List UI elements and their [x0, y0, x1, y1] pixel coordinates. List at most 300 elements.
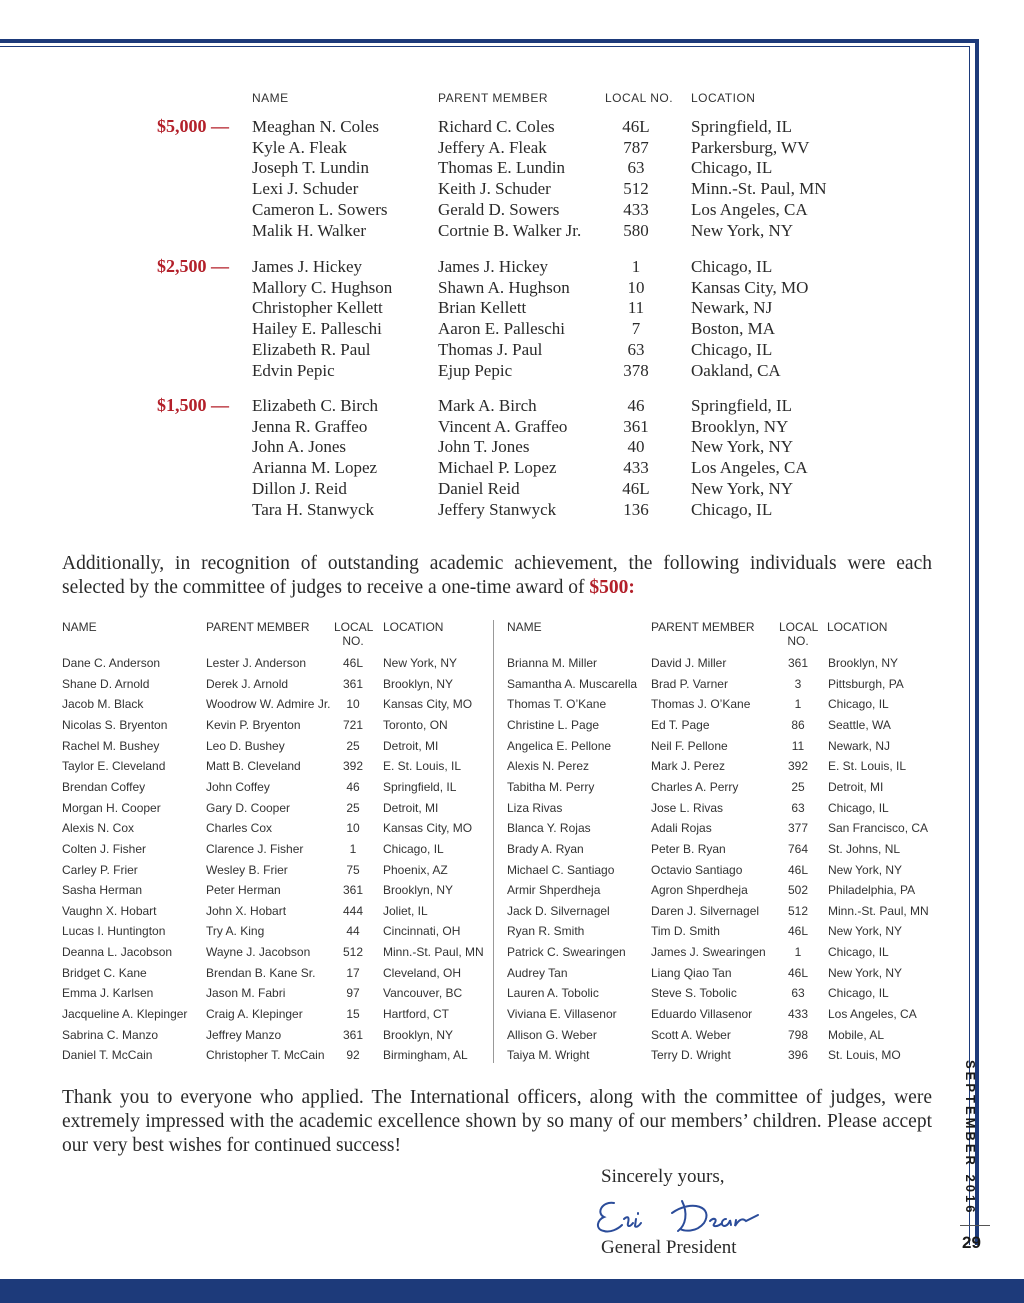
location: Philadelphia, PA — [828, 883, 916, 898]
table-row — [507, 759, 947, 779]
local-number: 1 — [794, 697, 802, 712]
recipient-name: Sasha Herman — [62, 883, 143, 898]
location: Pittsburgh, PA — [828, 676, 904, 691]
location: Brooklyn, NY — [383, 1027, 454, 1042]
left-header-local: LOCAL NO. — [334, 620, 374, 648]
local-number: 512 — [623, 179, 649, 199]
parent-member: Leo D. Bushey — [206, 738, 285, 753]
right-header-name: NAME — [507, 620, 542, 634]
location: Phoenix, AZ — [383, 862, 448, 877]
location: Chicago, IL — [828, 986, 889, 1001]
table-row — [507, 780, 947, 800]
parent-member: Aaron E. Palleschi — [438, 319, 565, 339]
recipient-name: Lauren A. Tobolic — [507, 986, 599, 1001]
top-header-local: LOCAL NO. — [605, 91, 674, 105]
signer-title: General President — [601, 1237, 737, 1258]
local-number: 25 — [346, 800, 360, 815]
top-header-name: NAME — [252, 91, 289, 105]
right-header-local: LOCAL NO. — [779, 620, 819, 648]
parent-member: Kevin P. Bryenton — [206, 717, 301, 732]
recipient-name: Dillon J. Reid — [252, 478, 347, 498]
parent-member: Agron Shperdheja — [651, 883, 748, 898]
table-row — [62, 1048, 502, 1068]
local-number: 378 — [623, 360, 649, 380]
location: Chicago, IL — [691, 499, 773, 519]
location: Hartford, CT — [383, 1007, 450, 1022]
table-row — [507, 883, 947, 903]
local-number: 392 — [787, 759, 809, 774]
local-number: 63 — [791, 800, 805, 815]
recipient-name: Dane C. Anderson — [62, 656, 161, 670]
location: Minn.-St. Paul, MN — [383, 945, 484, 960]
table-row — [507, 1048, 947, 1068]
parent-member: Steve S. Tobolic — [651, 986, 737, 1001]
location: St. Johns, NL — [828, 841, 901, 856]
recipient-name: Carley P. Frier — [62, 862, 138, 877]
parent-member: Charles Cox — [206, 821, 273, 836]
local-number: 75 — [346, 862, 360, 877]
parent-member: Wesley B. Frier — [206, 862, 288, 877]
local-number: 63 — [627, 339, 645, 359]
parent-member: Keith J. Schuder — [438, 179, 551, 199]
location: Chicago, IL — [828, 945, 889, 960]
parent-member: Thomas J. O’Kane — [651, 697, 751, 712]
recipient-name: Mallory C. Hughson — [252, 277, 393, 297]
local-number: 63 — [627, 158, 645, 178]
parent-member: Cortnie B. Walker Jr. — [438, 220, 582, 240]
location: Springfield, IL — [691, 396, 793, 415]
location: E. St. Louis, IL — [383, 759, 462, 774]
table-row — [507, 1028, 947, 1048]
location: Brooklyn, NY — [691, 416, 789, 436]
location: Mobile, AL — [828, 1027, 885, 1042]
recipient-name: Malik H. Walker — [252, 220, 366, 240]
recipient-name: Daniel T. McCain — [62, 1048, 153, 1063]
parent-member: Vincent A. Graffeo — [438, 416, 568, 436]
recipient-name: Samantha A. Muscarella — [507, 676, 638, 691]
parent-member: Jeffery Stanwyck — [438, 499, 557, 519]
table-row — [62, 656, 502, 676]
location: Cleveland, OH — [383, 965, 462, 980]
table-row — [507, 842, 947, 862]
location: Kansas City, MO — [691, 277, 809, 297]
signature-stroke-last — [672, 1201, 758, 1231]
local-number: 17 — [346, 965, 360, 980]
parent-member: Brian Kellett — [438, 298, 527, 318]
table-row — [62, 863, 502, 883]
recipient-name: Bridget C. Kane — [62, 965, 147, 980]
local-number: 502 — [787, 883, 809, 898]
left-header-location: LOCATION — [383, 620, 444, 634]
local-number: 787 — [623, 137, 649, 157]
signature-image — [592, 1193, 772, 1237]
recipient-name: Allison G. Weber — [507, 1027, 597, 1042]
location: New York, NY — [828, 862, 903, 877]
location: E. St. Louis, IL — [828, 759, 907, 774]
parent-member: Derek J. Arnold — [206, 676, 289, 691]
location: New York, NY — [691, 478, 794, 498]
recipient-name: Audrey Tan — [507, 965, 568, 980]
recipient-name: Rachel M. Bushey — [62, 738, 160, 753]
award-row — [0, 278, 960, 298]
parent-member: Michael P. Lopez — [438, 458, 557, 478]
location: Kansas City, MO — [383, 697, 473, 712]
parent-member: Try A. King — [206, 924, 265, 939]
table-row — [507, 945, 947, 965]
right-header-location: LOCATION — [827, 620, 888, 634]
location: Detroit, MI — [828, 779, 884, 794]
table-row — [62, 1007, 502, 1027]
parent-member: Mark A. Birch — [438, 396, 537, 415]
recipient-name: Sabrina C. Manzo — [62, 1027, 159, 1042]
location: Brooklyn, NY — [828, 656, 899, 670]
table-row — [507, 924, 947, 944]
local-number: 433 — [623, 458, 649, 478]
table-row — [507, 904, 947, 924]
recipient-name: Brianna M. Miller — [507, 656, 598, 670]
table-row — [507, 863, 947, 883]
award-row — [0, 479, 960, 499]
table-row — [62, 904, 502, 924]
local-number: 361 — [623, 416, 649, 436]
table-row — [507, 656, 947, 676]
location: Kansas City, MO — [383, 821, 473, 836]
recipient-name: Liza Rivas — [507, 800, 563, 815]
page-frame-top-inner — [0, 46, 970, 47]
parent-member: Terry D. Wright — [651, 1048, 731, 1063]
award-row — [0, 117, 960, 137]
table-row — [507, 986, 947, 1006]
recipient-name: Jenna R. Graffeo — [252, 416, 368, 436]
parent-member: Craig A. Klepinger — [206, 1007, 303, 1022]
local-number: 92 — [346, 1048, 360, 1063]
parent-member: Tim D. Smith — [651, 924, 720, 939]
award-row — [0, 221, 960, 241]
local-number: 25 — [346, 738, 360, 753]
location: Springfield, IL — [383, 779, 457, 794]
award-row — [0, 158, 960, 178]
parent-member: Mark J. Perez — [651, 759, 726, 774]
recipient-name: Viviana E. Villasenor — [507, 1007, 617, 1022]
local-number: 46 — [627, 396, 645, 415]
local-number: 580 — [623, 220, 649, 240]
location: Los Angeles, CA — [691, 458, 808, 478]
parent-member: Clarence J. Fisher — [206, 841, 304, 856]
recipient-name: Christine L. Page — [507, 717, 600, 732]
local-number: 377 — [787, 821, 809, 836]
local-number: 396 — [787, 1048, 809, 1063]
award-row — [0, 417, 960, 437]
table-row — [507, 739, 947, 759]
local-number: 721 — [342, 717, 364, 732]
parent-member: Thomas J. Paul — [438, 339, 543, 359]
table-row — [507, 1007, 947, 1027]
location: New York, NY — [828, 924, 903, 939]
parent-member: Shawn A. Hughson — [438, 277, 570, 297]
location: New York, NY — [383, 656, 458, 670]
intro-amount: $500: — [589, 577, 635, 598]
parent-member: Neil F. Pellone — [651, 738, 728, 753]
table-row — [62, 945, 502, 965]
location: New York, NY — [691, 437, 794, 457]
tier-amount-label: $1,500 — — [157, 395, 229, 415]
parent-member: Jeffrey Manzo — [206, 1027, 282, 1042]
parent-member: Eduardo Villasenor — [651, 1007, 753, 1022]
parent-member: Liang Qiao Tan — [651, 965, 732, 980]
parent-member: Brad P. Varner — [651, 676, 728, 691]
recipient-name: Taiya M. Wright — [507, 1048, 590, 1063]
local-number: 11 — [627, 298, 645, 318]
table-row — [507, 697, 947, 717]
parent-member: Wayne J. Jacobson — [206, 945, 311, 960]
parent-member: Brendan B. Kane Sr. — [206, 965, 316, 980]
top-header-location: LOCATION — [691, 91, 756, 105]
parent-member: Richard C. Coles — [438, 117, 555, 136]
location: Parkersburg, WV — [691, 137, 810, 157]
parent-member: Lester J. Anderson — [206, 656, 307, 670]
recipient-name: Emma J. Karlsen — [62, 986, 154, 1001]
page-number-rule — [960, 1225, 990, 1226]
local-number: 512 — [342, 945, 364, 960]
local-number: 798 — [787, 1027, 809, 1042]
local-number: 361 — [342, 1027, 364, 1042]
location: Brooklyn, NY — [383, 676, 454, 691]
local-number: 10 — [346, 697, 360, 712]
top-header-parent: PARENT MEMBER — [438, 91, 549, 105]
recipient-name: Patrick C. Swearingen — [507, 945, 626, 960]
location: Newark, NJ — [828, 738, 891, 753]
parent-member: Gerald D. Sowers — [438, 199, 560, 219]
table-row — [507, 801, 947, 821]
recipient-name: Tara H. Stanwyck — [252, 499, 375, 519]
local-number: 40 — [627, 437, 645, 457]
local-number: 433 — [623, 199, 649, 219]
table-row — [62, 677, 502, 697]
award-row — [0, 257, 960, 277]
parent-member: Octavio Santiago — [651, 862, 743, 877]
recipient-name: Michael C. Santiago — [507, 862, 615, 877]
recipient-name: Lucas I. Huntington — [62, 924, 166, 939]
intro-paragraph — [62, 552, 932, 600]
parent-member: Jeffery A. Fleak — [438, 137, 547, 157]
location: Chicago, IL — [691, 158, 773, 178]
award-row — [0, 458, 960, 478]
recipient-name: Brady A. Ryan — [507, 841, 584, 856]
tier-amount-label: $5,000 — — [157, 116, 229, 136]
page-frame-top — [0, 39, 979, 43]
location: Oakland, CA — [691, 360, 781, 380]
local-number: 46L — [787, 862, 809, 877]
page-number: 29 — [962, 1233, 981, 1252]
recipient-name: Arianna M. Lopez — [252, 458, 378, 478]
table-row — [62, 759, 502, 779]
closing-paragraph: Thank you to everyone who applied. The International officers, along with the committee of judges, were extremely impressed with the academic excellence shown by so many of our members’ children. Please accept our very best wishes for continued success! — [62, 1087, 932, 1156]
recipient-name: Ryan R. Smith — [507, 924, 585, 939]
recipient-name: Alexis N. Cox — [62, 821, 135, 836]
local-number: 10 — [346, 821, 360, 836]
recipient-name: James J. Hickey — [252, 257, 363, 276]
recipient-name: Joseph T. Lundin — [252, 158, 369, 178]
location: Vancouver, BC — [383, 986, 463, 1001]
local-number: 1 — [794, 945, 802, 960]
table-row — [62, 883, 502, 903]
parent-member: James J. Hickey — [438, 257, 549, 276]
parent-member: Adali Rojas — [651, 821, 712, 836]
table-row — [62, 986, 502, 1006]
recipient-name: Vaughn X. Hobart — [62, 903, 157, 918]
recipient-name: Blanca Y. Rojas — [507, 821, 591, 836]
table-row — [62, 780, 502, 800]
award-row — [0, 340, 960, 360]
local-number: 46 — [346, 779, 360, 794]
table-row — [62, 842, 502, 862]
table-row — [62, 801, 502, 821]
recipient-name: Colten J. Fisher — [62, 841, 147, 856]
location: Springfield, IL — [691, 117, 793, 136]
recipient-name: John A. Jones — [252, 437, 346, 457]
local-number: 15 — [346, 1007, 360, 1022]
parent-member: Ed T. Page — [651, 717, 710, 732]
table-row — [62, 697, 502, 717]
recipient-name: Nicolas S. Bryenton — [62, 717, 168, 732]
left-header-name: NAME — [62, 620, 97, 634]
recipient-name: Angelica E. Pellone — [507, 738, 612, 753]
table-row — [62, 924, 502, 944]
location: Chicago, IL — [828, 697, 889, 712]
award-row — [0, 200, 960, 220]
location: Los Angeles, CA — [828, 1007, 917, 1022]
recipient-name: Brendan Coffey — [62, 779, 146, 794]
location: Minn.-St. Paul, MN — [691, 179, 827, 199]
recipient-name: Elizabeth R. Paul — [252, 339, 371, 359]
location: Joliet, IL — [383, 903, 428, 918]
recipient-name: Lexi J. Schuder — [252, 179, 359, 199]
parent-member: Jose L. Rivas — [651, 800, 724, 815]
parent-member: Peter B. Ryan — [651, 841, 726, 856]
location: Brooklyn, NY — [383, 883, 454, 898]
recipient-name: Morgan H. Cooper — [62, 800, 161, 815]
local-number: 1 — [349, 841, 357, 856]
recipient-name: Jacob M. Black — [62, 697, 144, 712]
parent-member: Charles A. Perry — [651, 779, 739, 794]
award-row — [0, 179, 960, 199]
award-row — [0, 361, 960, 381]
location: Cincinnati, OH — [383, 924, 461, 939]
local-number: 392 — [342, 759, 364, 774]
table-row — [507, 718, 947, 738]
location: Minn.-St. Paul, MN — [828, 903, 929, 918]
award-row — [0, 396, 960, 416]
local-number: 433 — [787, 1007, 809, 1022]
location: Birmingham, AL — [383, 1048, 468, 1063]
left-header-parent: PARENT MEMBER — [206, 620, 310, 634]
recipient-name: Elizabeth C. Birch — [252, 396, 379, 415]
parent-member: Gary D. Cooper — [206, 800, 291, 815]
award-row — [0, 500, 960, 520]
location: Detroit, MI — [383, 800, 439, 815]
table-row — [507, 821, 947, 841]
table-row — [62, 821, 502, 841]
table-row — [507, 677, 947, 697]
recipient-name: Shane D. Arnold — [62, 676, 150, 691]
parent-member: Woodrow W. Admire Jr. — [206, 697, 331, 712]
intro-text: Additionally, in recognition of outstanding academic achievement, the following individuals were each selected by the committee of judges to receive a one-time award of — [62, 553, 932, 598]
location: Newark, NJ — [691, 298, 773, 318]
table-row — [62, 966, 502, 986]
award-row — [0, 437, 960, 457]
recipient-name: Jack D. Silvernagel — [507, 903, 610, 918]
table-row — [507, 966, 947, 986]
location: Los Angeles, CA — [691, 199, 808, 219]
table-row — [62, 1028, 502, 1048]
parent-member: Peter Herman — [206, 883, 281, 898]
recipient-name: Thomas T. O’Kane — [507, 697, 607, 712]
recipient-name: Hailey E. Palleschi — [252, 319, 382, 339]
local-number: 361 — [342, 676, 364, 691]
recipient-name: Meaghan N. Coles — [252, 117, 380, 136]
parent-member: Daren J. Silvernagel — [651, 903, 760, 918]
right-header-parent: PARENT MEMBER — [651, 620, 755, 634]
parent-member: John X. Hobart — [206, 903, 287, 918]
local-number: 3 — [794, 676, 802, 691]
location: Chicago, IL — [383, 841, 444, 856]
local-number: 764 — [787, 841, 809, 856]
local-number: 1 — [631, 257, 641, 276]
location: Chicago, IL — [691, 339, 773, 359]
local-number: 444 — [342, 903, 364, 918]
parent-member: Scott A. Weber — [651, 1027, 731, 1042]
parent-member: John T. Jones — [438, 437, 530, 457]
local-number: 512 — [787, 903, 809, 918]
local-number: 46L — [787, 924, 809, 939]
table-row — [62, 739, 502, 759]
parent-member: James J. Swearingen — [651, 945, 766, 960]
recipient-name: Cameron L. Sowers — [252, 199, 388, 219]
parent-member: Ejup Pepic — [438, 360, 513, 380]
recipient-name: Armir Shperdheja — [507, 883, 601, 898]
location: Chicago, IL — [828, 800, 889, 815]
recipient-name: Jacqueline A. Klepinger — [62, 1007, 188, 1022]
recipient-name: Kyle A. Fleak — [252, 137, 347, 157]
local-number: 46L — [622, 117, 650, 136]
parent-member: Matt B. Cleveland — [206, 759, 301, 774]
local-number: 97 — [346, 986, 360, 1001]
location: Toronto, ON — [383, 717, 448, 732]
local-number: 136 — [623, 499, 649, 519]
local-number: 86 — [791, 717, 805, 732]
parent-member: Daniel Reid — [438, 478, 520, 498]
location: New York, NY — [691, 220, 794, 240]
recipient-name: Deanna L. Jacobson — [62, 945, 173, 960]
location: Boston, MA — [691, 319, 776, 339]
table-row — [62, 718, 502, 738]
award-row — [0, 298, 960, 318]
parent-member: Thomas E. Lundin — [438, 158, 566, 178]
local-number: 46L — [622, 478, 650, 498]
local-number: 46L — [342, 656, 364, 670]
parent-member: Jason M. Fabri — [206, 986, 286, 1001]
local-number: 25 — [791, 779, 805, 794]
location: St. Louis, MO — [828, 1048, 901, 1063]
local-number: 46L — [787, 965, 809, 980]
salutation: Sincerely yours, — [601, 1166, 725, 1187]
local-number: 361 — [787, 656, 809, 670]
location: Detroit, MI — [383, 738, 439, 753]
parent-member: Christopher T. McCain — [206, 1048, 325, 1063]
local-number: 44 — [346, 924, 360, 939]
local-number: 63 — [791, 986, 805, 1001]
recipient-name: Tabitha M. Perry — [507, 779, 595, 794]
